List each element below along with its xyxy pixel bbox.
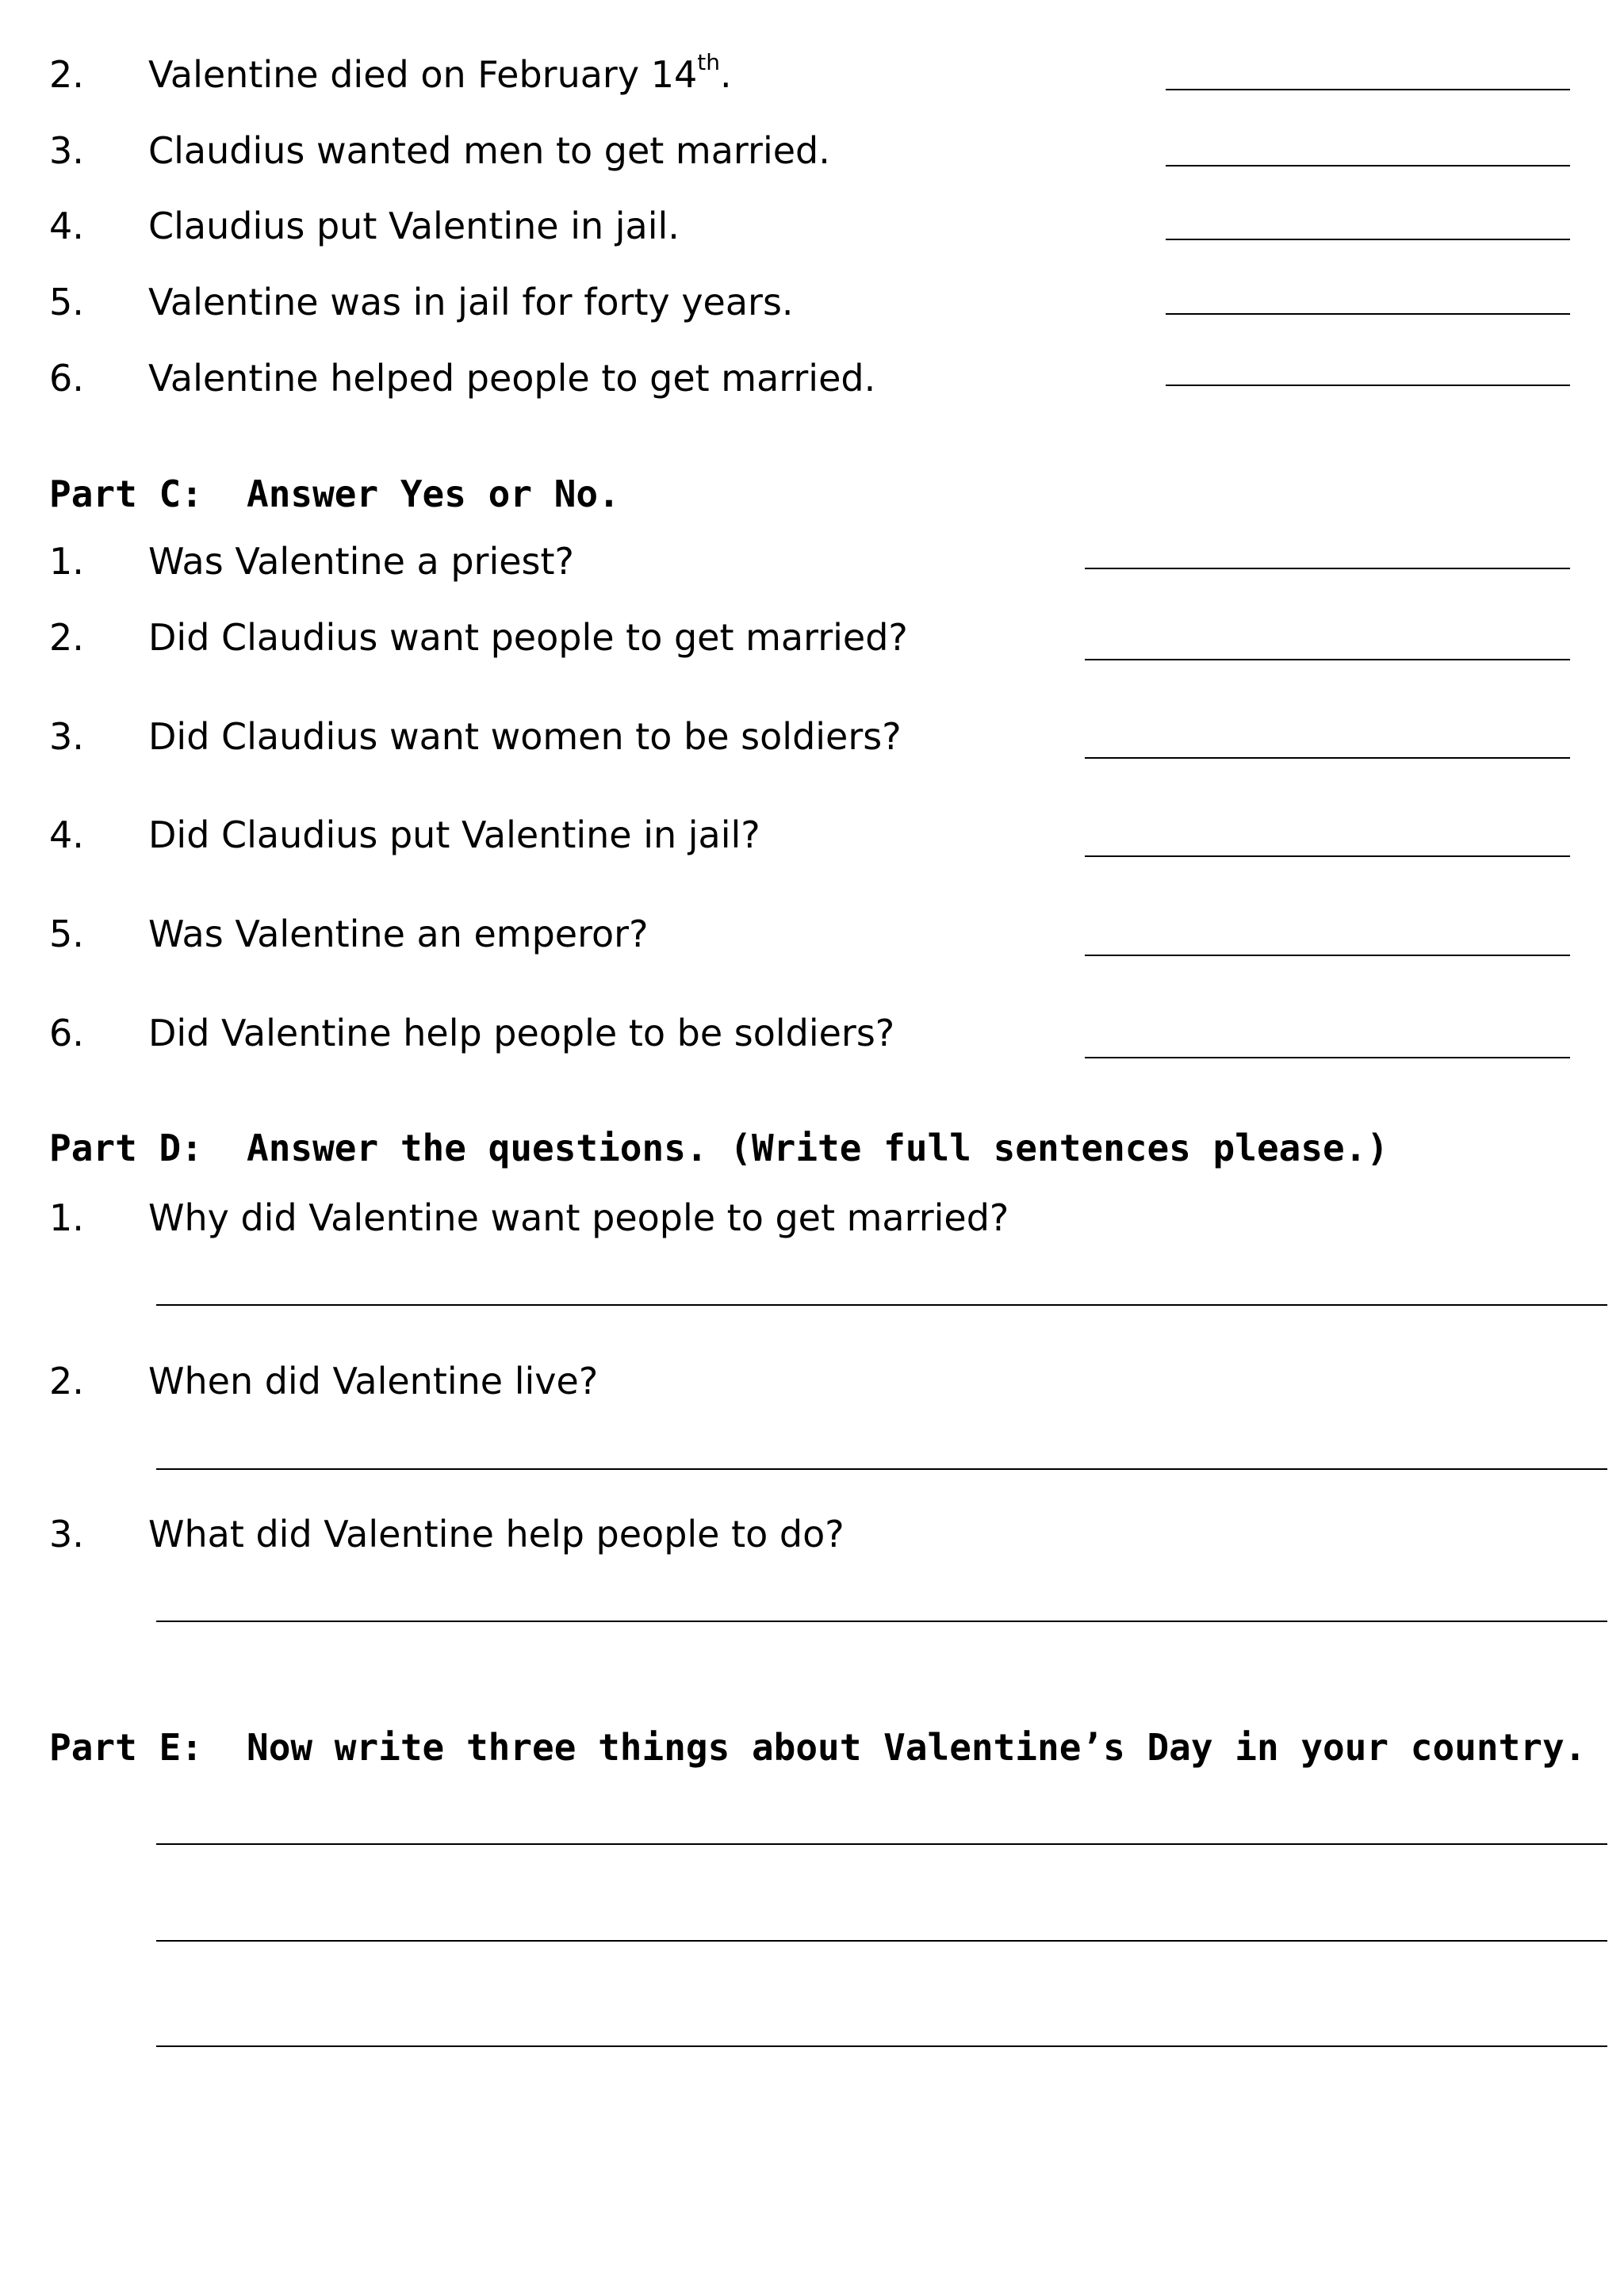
answer-blank[interactable]	[1085, 1057, 1570, 1058]
answer-line[interactable]	[156, 2045, 1607, 2047]
part-d-heading	[0, 1124, 1624, 1172]
ordinal-suffix: th	[697, 49, 720, 75]
item-statement: Claudius wanted men to get married.	[148, 129, 830, 172]
item-number: 5.	[49, 281, 84, 323]
answer-line[interactable]	[156, 1468, 1607, 1470]
item-question: What did Valentine help people to do?	[148, 1513, 845, 1556]
part-b-item-3	[0, 127, 1624, 174]
part-instruction: Answer the questions. (Write full sentences please.)	[247, 1127, 1389, 1169]
part-c-item-2	[0, 614, 1624, 661]
answer-blank[interactable]	[1166, 385, 1570, 386]
item-number: 2.	[49, 616, 84, 659]
item-question: Did Claudius want people to get married?	[148, 616, 908, 659]
item-number: 4.	[49, 813, 84, 856]
item-statement: Valentine was in jail for forty years.	[148, 281, 794, 323]
part-c-item-3	[0, 713, 1624, 760]
item-question: When did Valentine live?	[148, 1360, 599, 1402]
part-label: Part E:	[49, 1726, 203, 1769]
item-statement: Valentine helped people to get married.	[148, 357, 876, 400]
item-number: 1.	[49, 540, 84, 583]
answer-blank[interactable]	[1085, 855, 1570, 857]
item-number: 3.	[49, 129, 84, 172]
part-label: Part D:	[49, 1127, 203, 1169]
part-e-heading	[0, 1724, 1624, 1771]
answer-blank[interactable]	[1166, 313, 1570, 315]
part-b-item-5	[0, 278, 1624, 326]
item-number: 6.	[49, 1012, 84, 1054]
answer-line[interactable]	[156, 1940, 1607, 1942]
part-c-heading	[0, 470, 1624, 518]
item-question: Did Valentine help people to be soldiers?	[148, 1012, 895, 1054]
part-c-item-5	[0, 910, 1624, 958]
item-question: Did Claudius want women to be soldiers?	[148, 715, 902, 758]
answer-blank[interactable]	[1166, 239, 1570, 240]
part-c-item-1	[0, 538, 1624, 585]
answer-line[interactable]	[156, 1304, 1607, 1306]
part-d-item-3	[0, 1510, 1624, 1558]
part-c-item-6	[0, 1009, 1624, 1057]
part-d-item-2	[0, 1357, 1624, 1405]
part-d-item-1	[0, 1194, 1624, 1242]
answer-blank[interactable]	[1085, 568, 1570, 569]
part-c-item-4	[0, 811, 1624, 859]
part-b-item-6	[0, 354, 1624, 402]
part-instruction: Answer Yes or No.	[247, 473, 620, 515]
part-instruction: Now write three things about Valentine’s Day in your country.	[247, 1726, 1587, 1769]
part-b-item-4	[0, 202, 1624, 250]
item-number: 6.	[49, 357, 84, 400]
answer-blank[interactable]	[1085, 955, 1570, 956]
item-statement	[148, 51, 732, 98]
statement-text: Valentine died on February 14	[148, 53, 698, 96]
item-statement: Claudius put Valentine in jail.	[148, 205, 680, 247]
item-number: 4.	[49, 205, 84, 247]
statement-period: .	[719, 53, 732, 96]
answer-blank[interactable]	[1166, 165, 1570, 166]
item-question: Was Valentine an emperor?	[148, 913, 649, 955]
item-number: 1.	[49, 1196, 84, 1239]
answer-blank[interactable]	[1085, 757, 1570, 759]
answer-line[interactable]	[156, 1621, 1607, 1622]
item-number: 2.	[49, 1360, 84, 1402]
item-question: Did Claudius put Valentine in jail?	[148, 813, 760, 856]
item-question: Why did Valentine want people to get married?	[148, 1196, 1009, 1239]
part-b-item-2	[0, 51, 1624, 98]
answer-blank[interactable]	[1166, 89, 1570, 90]
item-number: 2.	[49, 53, 84, 96]
item-question: Was Valentine a priest?	[148, 540, 574, 583]
item-number: 5.	[49, 913, 84, 955]
item-number: 3.	[49, 1513, 84, 1556]
answer-blank[interactable]	[1085, 659, 1570, 660]
answer-line[interactable]	[156, 1843, 1607, 1845]
item-number: 3.	[49, 715, 84, 758]
part-label: Part C:	[49, 473, 203, 515]
